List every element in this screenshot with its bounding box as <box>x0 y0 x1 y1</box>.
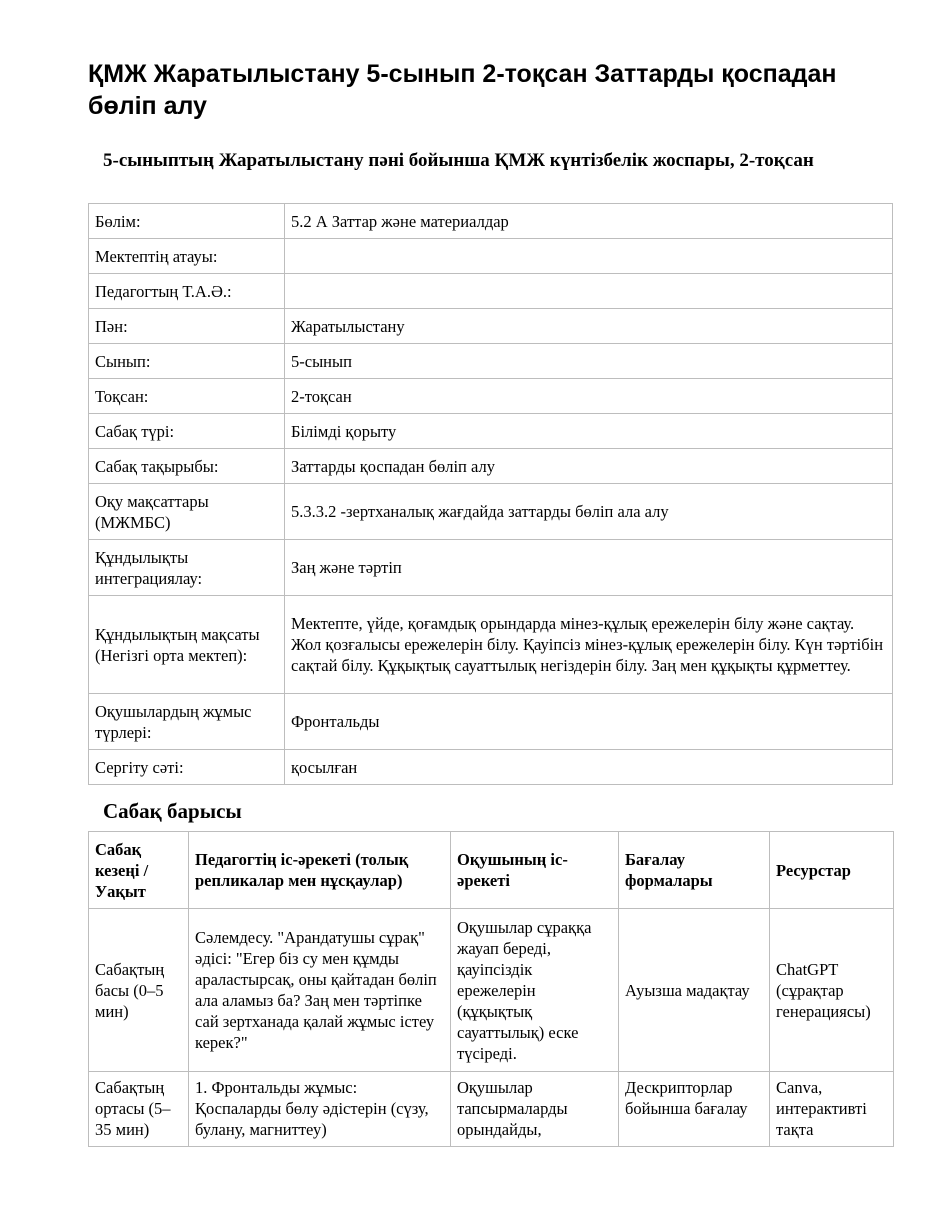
info-key: Құндылықты интеграциялау: <box>89 540 285 596</box>
table-row <box>89 750 893 785</box>
table-row <box>89 540 893 596</box>
table-cell: ChatGPT (сұрақтар генерациясы) <box>770 909 894 1072</box>
table-row <box>89 239 893 274</box>
info-value: Білімді қорыту <box>285 414 893 449</box>
table-cell: Сәлемдесу. "Арандатушы сұрақ" әдісі: "Егер біз су мен құмды араластырсақ, оны қайтадан бөліп ала аламыз ба? Заң мен тәртіпке сай зертханада қалай жұмыс істеу керек?" <box>189 909 451 1072</box>
table-row <box>89 379 893 414</box>
column-header: Педагогтің іс-әрекеті (толық репликалар мен нұсқаулар) <box>189 832 451 909</box>
column-header: Бағалау формалары <box>619 832 770 909</box>
lesson-info-table <box>88 203 893 785</box>
table-row <box>89 1072 894 1147</box>
info-key: Пән: <box>89 309 285 344</box>
table-cell: Canva, интерактивті тақта <box>770 1072 894 1147</box>
info-key: Тоқсан: <box>89 379 285 414</box>
plan-heading: 5-сыныптың Жаратылыстану пәні бойынша ҚМЖ күнтізбелік жоспары, 2-тоқсан <box>103 150 814 171</box>
table-cell: Оқушылар тапсырмаларды орындайды, <box>451 1072 619 1147</box>
info-value: Фронтальды <box>285 694 893 750</box>
column-header: Сабақ кезеңі / Уақыт <box>89 832 189 909</box>
table-cell: Сабақтың ортасы (5–35 мин) <box>89 1072 189 1147</box>
info-key: Құндылықтың мақсаты (Негізгі орта мектеп): <box>89 596 285 694</box>
document-title: ҚМЖ Жаратылыстану 5-сынып 2-тоқсан Заттарды қоспадан бөліп алу <box>88 60 837 120</box>
info-key: Сабақ түрі: <box>89 414 285 449</box>
table-row <box>89 344 893 379</box>
info-value: қосылған <box>285 750 893 785</box>
lesson-flow-table <box>88 831 894 1147</box>
table-row <box>89 694 893 750</box>
table-row <box>89 596 893 694</box>
info-value <box>285 274 893 309</box>
info-value: Мектепте, үйде, қоғамдық орындарда мінез-құлық ережелерін білу және сақтау. Жол қозғалысы ережелерін білу. Қауіпсіз мінез-құлық ережелерін білу. Күн тәртібін сақтай білу. Құқықтық сауаттылық негіздерін білу. Заң мен құқықты құрметтеу. <box>285 596 893 694</box>
table-row <box>89 414 893 449</box>
info-key: Педагогтың Т.А.Ә.: <box>89 274 285 309</box>
info-value: Жаратылыстану <box>285 309 893 344</box>
table-row <box>89 204 893 239</box>
table-cell: Сабақтың басы (0–5 мин) <box>89 909 189 1072</box>
info-key: Сынып: <box>89 344 285 379</box>
table-row <box>89 909 894 1072</box>
info-key: Оқушылардың жұмыс түрлері: <box>89 694 285 750</box>
table-cell: Оқушылар сұраққа жауап береді, қауіпсіздік ережелерін (құқықтық сауаттылық) еске түсіреді. <box>451 909 619 1072</box>
info-value: 5.2 А Заттар және материалдар <box>285 204 893 239</box>
table-header-row <box>89 832 894 909</box>
table-row <box>89 484 893 540</box>
info-key: Бөлім: <box>89 204 285 239</box>
info-value: Заттарды қоспадан бөліп алу <box>285 449 893 484</box>
info-key: Мектептің атауы: <box>89 239 285 274</box>
table-row <box>89 449 893 484</box>
info-key: Оқу мақсаттары (МЖМБС) <box>89 484 285 540</box>
info-value: Заң және тәртіп <box>285 540 893 596</box>
info-key: Сабақ тақырыбы: <box>89 449 285 484</box>
table-row <box>89 274 893 309</box>
column-header: Ресурстар <box>770 832 894 909</box>
info-value: 5.3.3.2 -зертханалық жағдайда заттарды бөліп ала алу <box>285 484 893 540</box>
table-cell: Дескрипторлар бойынша бағалау <box>619 1072 770 1147</box>
table-cell: 1. Фронтальды жұмыс: Қоспаларды бөлу әдістерін (сүзу, булану, магниттеу) <box>189 1072 451 1147</box>
table-cell: Ауызша мадақтау <box>619 909 770 1072</box>
info-value: 5-сынып <box>285 344 893 379</box>
info-key: Сергіту сәті: <box>89 750 285 785</box>
column-header: Оқушының іс-әрекеті <box>451 832 619 909</box>
info-value <box>285 239 893 274</box>
info-value: 2-тоқсан <box>285 379 893 414</box>
flow-heading: Сабақ барысы <box>103 799 242 823</box>
table-row <box>89 309 893 344</box>
